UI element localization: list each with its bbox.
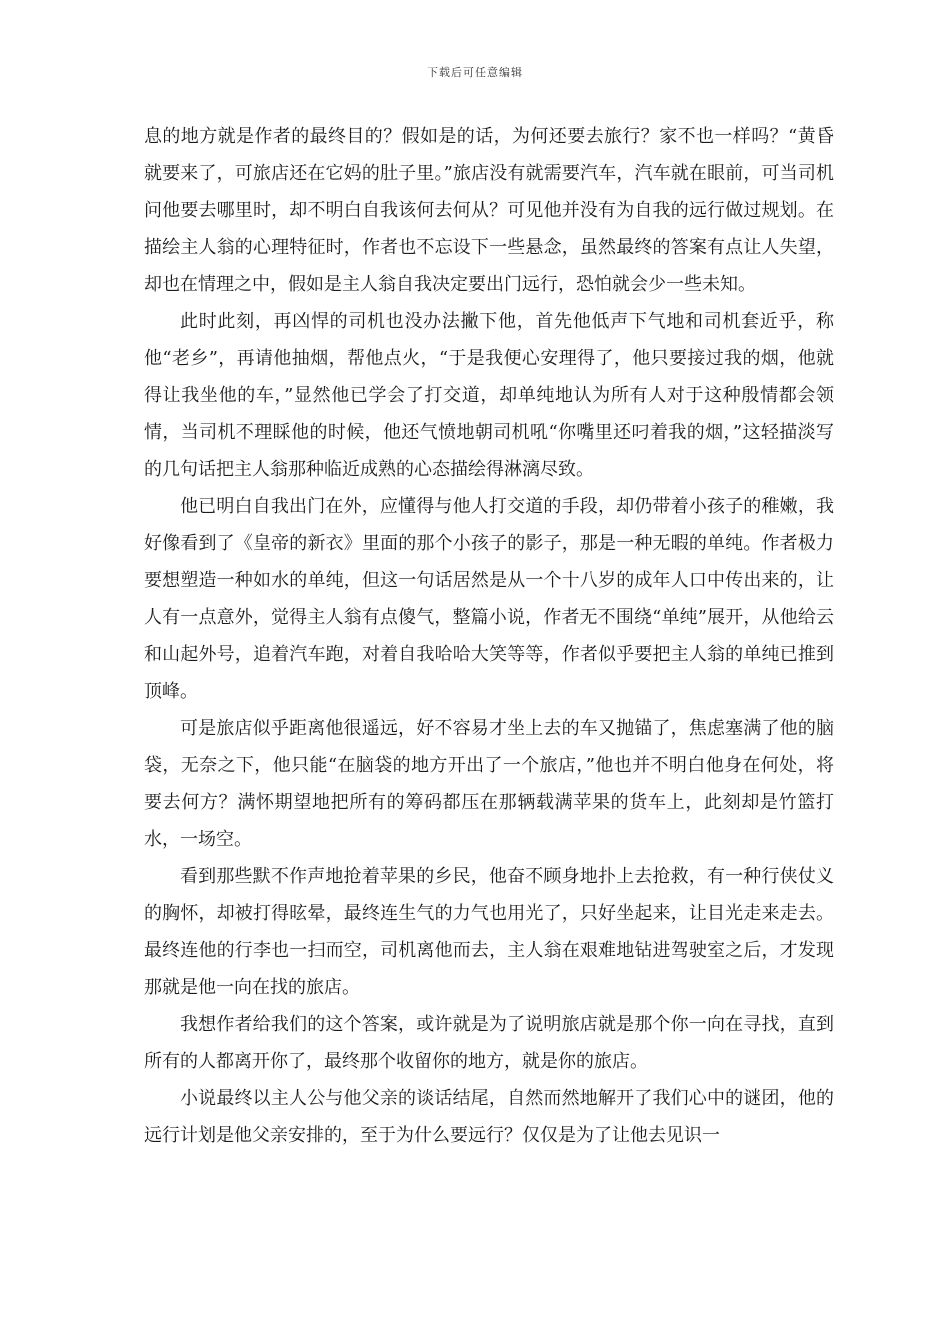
paragraph-4: 可是旅店似乎距离他很遥远，好不容易才坐上去的车又抛锚了，焦虑塞满了他的脑袋，无奈之下，他只能“在脑袋的地方开出了一个旅店，”他也并不明白他身在何处，将要去何方？满怀期望地把所有的筹码都压在那辆载满苹果的货车上，此刻却是竹篮打水，一场空。: [144, 718, 834, 850]
paragraph-7: 小说最终以主人公与他父亲的谈话结尾，自然而然地解开了我们心中的谜团，他的远行计划是他父亲安排的，至于为什么要远行？仅仅是为了让他去见识一: [144, 1088, 834, 1146]
page-header: 下载后可任意编辑: [427, 66, 523, 79]
paragraph-6: 我想作者给我们的这个答案，或许就是为了说明旅店就是那个你一向在寻找，直到所有的人都离开你了，最终那个收留你的地方，就是你的旅店。: [144, 1014, 834, 1072]
paragraph-5: 看到那些默不作声地抢着苹果的乡民，他奋不顾身地扑上去抢救，有一种行侠仗义的胸怀，却被打得昡晕，最终连生气的力气也用光了，只好坐起来，让目光走来走去。最终连他的行李也一扫而空，司机离他而去，主人翁在艰难地钻进驾驶室之后，才发现那就是他一向在找的旅店。: [144, 866, 834, 998]
paragraph-2: 此时此刻，再凶悍的司机也没办法撇下他，首先他低声下气地和司机套近乎，称他“老乡”，再请他抽烟，帮他点火，“于是我便心安理得了，他只要接过我的烟，他就得让我坐他的车，”显然他已学会了打交道，却单纯地认为所有人对于这种殷情都会领情，当司机不理睬他的时候，他还气愤地朝司机吼“你嘴里还叼着我的烟，”这轻描淡写的几句话把主人翁那种临近成熟的心态描绘得淋漓尽致。: [144, 311, 834, 480]
paragraph-1: 息的地方就是作者的最终目的？假如是的话，为何还要去旅行？家不也一样吗？“黄昏就要来了，可旅店还在它妈的肚子里。”旅店没有就需要汽车，汽车就在眼前，可当司机问他要去哪里时，却不明白自我该何去何从？可见他并没有为自我的远行做过规划。在描绘主人翁的心理特征时，作者也不忘设下一些悬念，虽然最终的答案有点让人失望，却也在情理之中，假如是主人翁自我决定要出门远行，恐怕就会少一些未知。: [144, 126, 834, 295]
paragraph-3: 他已明白自我出门在外，应懂得与他人打交道的手段，却仍带着小孩子的稚嫩，我好像看到了《皇帝的新衣》里面的那个小孩子的影子，那是一种无暇的单纯。作者极力要想塑造一种如水的单纯，但这一句话居然是从一个十八岁的成年人口中传出来的，让人有一点意外，觉得主人翁有点傻气，整篇小说，作者无不围绕“单纯”展开，从他给云和山起外号，追着汽车跑，对着自我哈哈大笑等等，作者似乎要把主人翁的单纯已推到顶峰。: [144, 496, 834, 702]
document-body: [144, 118, 834, 1154]
